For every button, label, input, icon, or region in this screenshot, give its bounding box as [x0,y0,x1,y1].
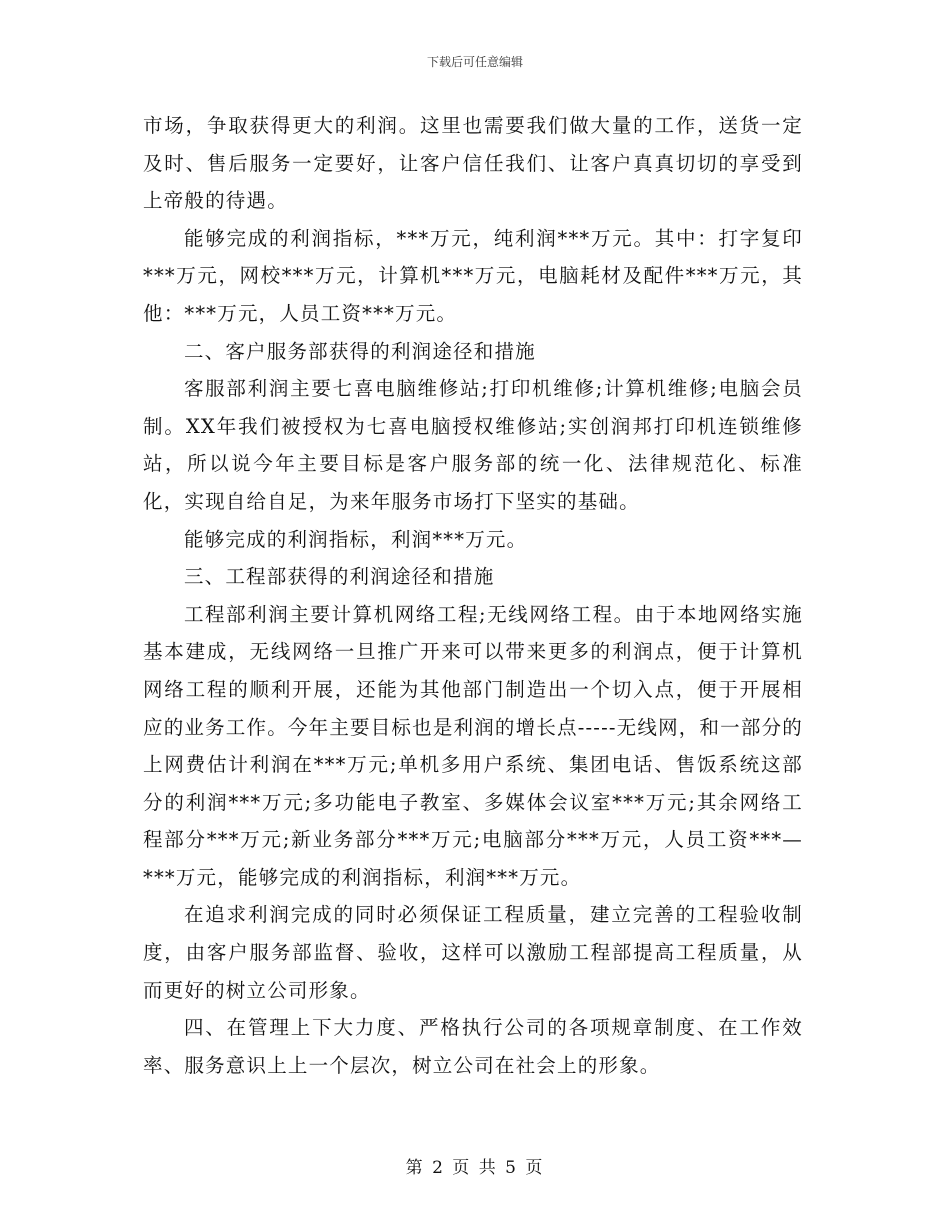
paragraph-customer-service-target: 能够完成的利润指标，利润***万元。 [183,527,528,551]
paragraph-continuation: 市场，争取获得更大的利润。这里也需要我们做大量的工作，送货一定及时、售后服务一定要好，让客户信任我们、让客户真真切切的享受到上帝般的待遇。 [143,114,803,213]
section-heading-customer-service: 二、客户服务部获得的利润途径和措施 [183,339,536,363]
document-body [143,107,803,1084]
paragraph-engineering: 工程部利润主要计算机网络工程;无线网络工程。由于本地网络实施基本建成，无线网络一旦推广开来可以带来更多的利润点，便于计算机网络工程的顺利开展，还能为其他部门制造出一个切入点，便于开展相应的业务工作。今年主要目标也是利润的增长点-----无线网，和一部分的上网费估计利润在***万元;单机多用户系统、集团电话、售饭系统这部分的利润***万元;多功能电子教室、多媒体会议室***万元;其余网络工程部分***万元;新业务部分***万元;电脑部分***万元，人员工资***—***万元，能够完成的利润指标，利润***万元。 [143,602,803,889]
paragraph-profit-target: 能够完成的利润指标，***万元，纯利润***万元。其中：打字复印***万元，网校***万元，计算机***万元，电脑耗材及配件***万元，其他：***万元，人员工资***万元。 [143,226,803,325]
section-heading-management: 四、在管理上下大力度、严格执行公司的各项规章制度、在工作效率、服务意识上上一个层次，树立公司在社会上的形象。 [143,1016,803,1077]
paragraph-customer-service: 客服部利润主要七喜电脑维修站;打印机维修;计算机维修;电脑会员制。XX年我们被授权为七喜电脑授权维修站;实创润邦打印机连锁维修站，所以说今年主要目标是客户服务部的统一化、法律规范化、标准化，实现自给自足，为来年服务市场打下坚实的基础。 [143,377,803,513]
paragraph-quality: 在追求利润完成的同时必须保证工程质量，建立完善的工程验收制度，由客户服务部监督、验收，这样可以激励工程部提高工程质量，从而更好的树立公司形象。 [143,903,803,1002]
section-heading-engineering: 三、工程部获得的利润途径和措施 [183,565,495,589]
page-footer: 第 2 页 共 5 页 [405,1158,545,1178]
page-header: 下载后可任意编辑 [426,55,523,69]
